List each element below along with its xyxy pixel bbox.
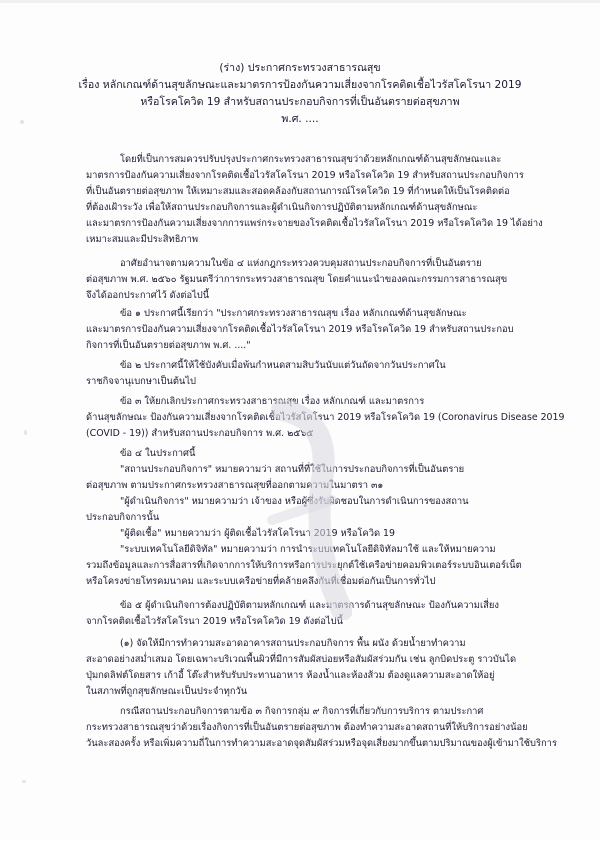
text-line: โดยที่เป็นการสมควรปรับปรุงประกาศกระทรวงสาธารณสุขว่าด้วยหลักเกณฑ์ด้านสุขลักษณะและ — [120, 154, 502, 165]
year-line: พ.ศ. .... — [281, 113, 319, 125]
subject-line-1: เรื่อง หลักเกณฑ์ด้านสุขลักษณะและมาตรการป้องกันความเสี่ยงจากโรคติดเชื้อไวรัสโคโรนา 2019 — [78, 79, 522, 91]
preamble-paragraph — [86, 152, 546, 248]
text-line: กิจการที่เป็นอันตรายต่อสุขภาพ พ.ศ. ...." — [86, 340, 251, 351]
text-line: ปุ่มกดลิฟต์โดยสาร เก้าอี้ โต๊ะสำหรับรับประทานอาหาร ห้องน้ำและห้องส้วม ต้องดูแลความสะอาดให้อยู่ — [86, 670, 495, 681]
text-line: ด้านสุขลักษณะ ป้องกันความเสี่ยงจากโรคติดเชื้อไวรัสโคโรนา 2019 หรือโรคโควิด 19 (Coronavirus Disease 2019 — [86, 412, 565, 423]
clause-1 — [86, 306, 546, 354]
clause-5 — [86, 598, 557, 752]
text-line: เหมาะสมและมีประสิทธิภาพ — [86, 234, 199, 245]
text-line: ที่เป็นอันตรายต่อสุขภาพ ให้เหมาะสมและสอดคล้องกับสถานการณ์โรคโควิด 19 ที่กำหนดให้เป็นโรคติดต่อ — [86, 186, 510, 197]
document-header — [0, 60, 600, 128]
clause-4 — [86, 446, 546, 590]
text-line: "ระบบเทคโนโลยีดิจิทัล" หมายความว่า การนำระบบเทคโนโลยีดิจิทัลมาใช้ และให้หมายความ — [120, 544, 496, 555]
draft-title: (ร่าง) ประกาศกระทรวงสาธารณสุข — [219, 62, 381, 74]
authority-paragraph — [86, 256, 546, 304]
text-line: "ผู้ติดเชื้อ" หมายความว่า ผู้ติดเชื้อไวรัสโคโรนา 2019 หรือโควิด 19 — [120, 528, 395, 539]
text-line: "สถานประกอบกิจการ" หมายความว่า สถานที่ที่ใช้ในการประกอบกิจการที่เป็นอันตราย — [120, 464, 465, 475]
text-line: ต่อสุขภาพ พ.ศ. ๒๕๖๐ รัฐมนตรีว่าการกระทรวงสาธารณสุข โดยคำแนะนำของคณะกรรมการสาธารณสุข — [86, 274, 508, 285]
clause-2 — [86, 358, 546, 390]
text-line: และมาตรการป้องกันความเสี่ยงจากการแพร่กระจายของโรคติดเชื้อไวรัสโคโรนา 2019 หรือโรคโควิด 19 ได้อย่าง — [86, 218, 543, 229]
text-line: รวมถึงข้อมูลและการสื่อสารที่เกิดจากการให้บริการหรือการประยุกต์ใช้เครือข่ายคอมพิวเตอร์ระบบอินเตอร์เน็ต — [86, 560, 522, 571]
text-line: มาตรการป้องกันความเสี่ยงจากโรคติดเชื้อไวรัสโคโรนา 2019 หรือโรคโควิด 19 สำหรับสถานประกอบกิจการ — [86, 170, 524, 181]
text-line: ต่อสุขภาพ ตามประกาศกระทรวงสาธารณสุขที่ออกตามความในมาตรา ๓๑ — [86, 480, 384, 491]
text-line: ข้อ ๑ ประกาศนี้เรียกว่า "ประกาศกระทรวงสาธารณสุข เรื่อง หลักเกณฑ์ด้านสุขลักษณะ — [120, 308, 467, 319]
scan-artifact — [24, 430, 27, 435]
text-line: ข้อ ๓ ให้ยกเลิกประกาศกระทรวงสาธารณสุข เรื่อง หลักเกณฑ์ และมาตรการ — [120, 396, 425, 407]
text-line: "ผู้ดำเนินกิจการ" หมายความว่า เจ้าของ หรือผู้ซึ่งรับผิดชอบในการดำเนินการของสถาน — [120, 496, 469, 507]
text-line: ประกอบกิจการนั้น — [86, 512, 160, 523]
text-line: และมาตรการป้องกันความเสี่ยงจากโรคติดเชื้อไวรัสโคโรนา 2019 หรือโรคโควิด 19 สำหรับสถานประกอบ — [86, 324, 514, 335]
text-line: (๑) จัดให้มีการทำความสะอาดอาคารสถานประกอบกิจการ พื้น ผนัง ด้วยน้ำยาทำความ — [120, 638, 466, 649]
text-line: ในสภาพที่ถูกสุขลักษณะเป็นประจำทุกวัน — [86, 686, 248, 697]
text-line: กระทรวงสาธารณสุขว่าด้วยเรื่องกิจการที่เป็นอันตรายต่อสุขภาพ ต้องทำความสะอาดสถานที่ให้บริการอย่างน้อย — [86, 722, 528, 733]
text-line: จากโรคติดเชื้อไวรัสโคโรนา 2019 หรือโรคโควิด 19 ดังต่อไปนี้ — [86, 616, 343, 627]
scan-artifact — [20, 120, 24, 124]
text-line: จึงได้ออกประกาศไว้ ดังต่อไปนี้ — [86, 290, 210, 301]
text-line: อาศัยอำนาจตามความในข้อ ๔ แห่งกฎกระทรวงควบคุมสถานประกอบกิจการที่เป็นอันตราย — [120, 258, 482, 269]
text-line: หรือโครงข่ายโทรคมนาคม และระบบเครือข่ายที่คล้ายคลึงกันที่เชื่อมต่อกันเป็นการทั่วไป — [86, 576, 436, 587]
text-line: ข้อ ๔ ในประกาศนี้ — [120, 448, 196, 459]
text-line: ราชกิจจานุเบกษาเป็นต้นไป — [86, 376, 197, 387]
text-line: (COVID - 19)) สำหรับสถานประกอบกิจการ พ.ศ. ๒๕๖๕ — [86, 428, 314, 439]
scan-artifact — [22, 780, 26, 783]
text-line: สะอาดอย่างสม่ำเสมอ โดยเฉพาะบริเวณพื้นผิวที่มีการสัมผัสบ่อยหรือสัมผัสร่วมกัน เช่น ลูกบิดประตู ราวบันได — [86, 654, 517, 665]
text-line: ข้อ ๕ ผู้ดำเนินกิจการต้องปฏิบัติตามหลักเกณฑ์ และมาตรการด้านสุขลักษณะ ป้องกันความเสี่ยง — [120, 600, 499, 611]
text-line: วันละสองครั้ง หรือเพิ่มความถี่ในการทำความสะอาดจุดสัมผัสร่วมหรือจุดเสี่ยงมากขึ้นตามปริมาณของผู้เข้ามาใช้บริการ — [86, 738, 557, 749]
text-line: กรณีสถานประกอบกิจการตามข้อ ๓ กิจการกลุ่ม ๙ กิจการที่เกี่ยวกับการบริการ ตามประกาศ — [120, 706, 484, 717]
text-line: ข้อ ๒ ประกาศนี้ให้ใช้บังคับเมื่อพ้นกำหนดสามสิบวันนับแต่วันถัดจากวันประกาศใน — [120, 360, 446, 371]
clause-3 — [86, 394, 565, 442]
subject-line-2: หรือโรคโควิด 19 สำหรับสถานประกอบกิจการที่เป็นอันตรายต่อสุขภาพ — [140, 96, 460, 108]
text-line: ที่ต้องเฝ้าระวัง เพื่อให้สถานประกอบกิจการและผู้ดำเนินกิจการปฏิบัติตามหลักเกณฑ์ด้านสุขลักษณะ — [86, 202, 478, 213]
